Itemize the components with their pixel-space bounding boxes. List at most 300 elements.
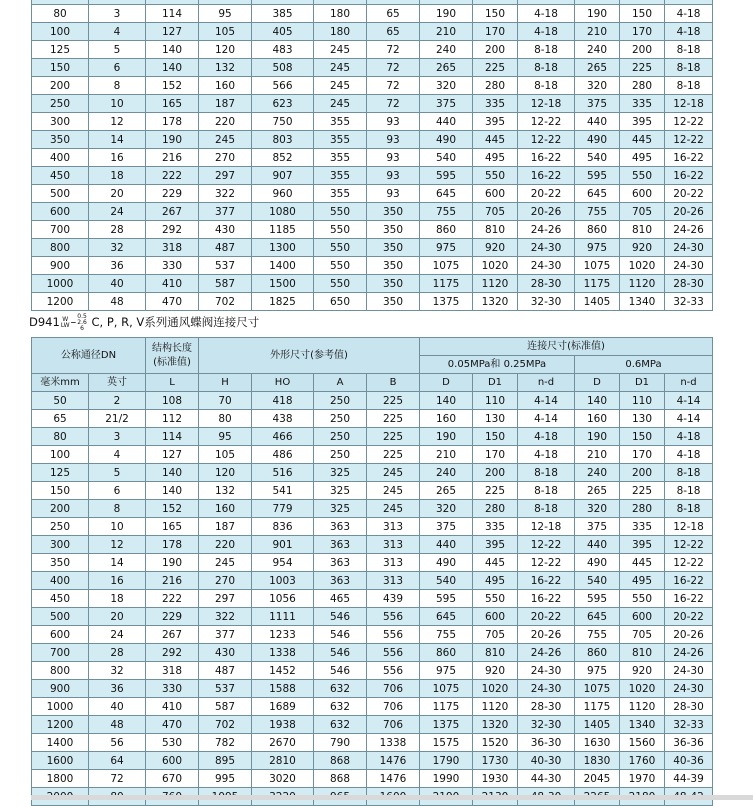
table-cell: 705 <box>620 203 665 221</box>
table-cell: 1020 <box>473 680 518 698</box>
table-cell: 1056 <box>252 590 314 608</box>
table-cell: 3 <box>89 5 146 23</box>
table-cell: 2810 <box>252 752 314 770</box>
table-cell: 530 <box>146 734 199 752</box>
table-cell: 1500 <box>252 275 314 293</box>
table-cell: 36 <box>89 257 146 275</box>
table-cell: 4-14 <box>518 410 575 428</box>
table-cell: 16-22 <box>665 572 713 590</box>
table-cell: 240 <box>420 464 473 482</box>
table-cell: 4-14 <box>665 392 713 410</box>
table-cell: 2670 <box>252 734 314 752</box>
table-cell: 355 <box>314 131 367 149</box>
table-cell: 483 <box>252 41 314 59</box>
table-cell: 10 <box>89 518 146 536</box>
table-cell: 900 <box>32 257 89 275</box>
table-cell: 210 <box>420 23 473 41</box>
table-cell: 20-26 <box>665 626 713 644</box>
table-cell: 24-26 <box>665 644 713 662</box>
table-cell: 40-30 <box>518 752 575 770</box>
table-cell: 280 <box>473 77 518 95</box>
table-cell: 1075 <box>420 257 473 275</box>
table-row <box>32 113 713 131</box>
bottom-scroll-strip <box>31 795 753 800</box>
table-cell: 250 <box>32 95 89 113</box>
table-cell: 5 <box>89 464 146 482</box>
table-cell: 40 <box>89 275 146 293</box>
table-cell: 8-18 <box>518 59 575 77</box>
table-cell: 187 <box>199 518 252 536</box>
table-cell: 12-22 <box>518 113 575 131</box>
table-cell: 93 <box>367 167 420 185</box>
table-cell: 595 <box>575 167 620 185</box>
table-row <box>32 149 713 167</box>
table-cell: 12-22 <box>665 536 713 554</box>
table-cell: 900 <box>32 680 89 698</box>
table-cell: 465 <box>314 590 367 608</box>
table-cell: 490 <box>420 131 473 149</box>
table-cell: 1340 <box>620 293 665 311</box>
table-cell: 632 <box>314 716 367 734</box>
table-cell: 330 <box>146 257 199 275</box>
table-row <box>32 590 713 608</box>
table-cell: 320 <box>420 77 473 95</box>
table-cell: 220 <box>199 536 252 554</box>
table-cell: 300 <box>32 113 89 131</box>
table-cell: 267 <box>146 626 199 644</box>
table-cell: 800 <box>32 662 89 680</box>
table-cell: 800 <box>32 239 89 257</box>
table-cell: 210 <box>575 446 620 464</box>
table-cell: 587 <box>199 698 252 716</box>
table-cell: 1320 <box>473 293 518 311</box>
table-cell: 16-22 <box>518 590 575 608</box>
table-cell: 975 <box>575 239 620 257</box>
table-cell: 706 <box>367 680 420 698</box>
table-cell: 8 <box>89 77 146 95</box>
table-cell: 1452 <box>252 662 314 680</box>
table-cell: 1405 <box>575 293 620 311</box>
table-cell: 28-30 <box>665 275 713 293</box>
table-cell: 127 <box>146 23 199 41</box>
table-cell: 556 <box>367 608 420 626</box>
table-cell: 265 <box>575 482 620 500</box>
table-cell: 140 <box>146 482 199 500</box>
header-structure-length: 结构长度 (标准值) <box>146 338 199 374</box>
table-cell: 125 <box>32 464 89 482</box>
table-cell: 318 <box>146 239 199 257</box>
table-cell: 20-22 <box>518 608 575 626</box>
table-cell: 782 <box>199 734 252 752</box>
table-cell: 24-30 <box>518 662 575 680</box>
table-cell: 490 <box>575 131 620 149</box>
table-cell: 705 <box>473 626 518 644</box>
table-cell: 240 <box>575 464 620 482</box>
table-cell: 70 <box>199 392 252 410</box>
column-header: B <box>367 374 420 392</box>
table-cell: 445 <box>620 554 665 572</box>
table-cell: 32-33 <box>665 293 713 311</box>
table-cell: 210 <box>420 446 473 464</box>
column-header: D <box>420 374 473 392</box>
table-cell: 355 <box>314 167 367 185</box>
table-row <box>32 41 713 59</box>
table-cell: 320 <box>420 500 473 518</box>
table-row <box>32 185 713 203</box>
column-header: H <box>199 374 252 392</box>
table-cell: 72 <box>367 59 420 77</box>
table-cell: 430 <box>199 221 252 239</box>
table-cell: 700 <box>32 644 89 662</box>
table-cell: 1730 <box>473 752 518 770</box>
table-cell: 200 <box>620 464 665 482</box>
table-cell: 36-30 <box>518 734 575 752</box>
table-cell: 600 <box>32 626 89 644</box>
table-cell: 895 <box>199 752 252 770</box>
table-cell: 375 <box>575 95 620 113</box>
table-row <box>32 608 713 626</box>
table-cell: 546 <box>314 626 367 644</box>
table-cell: 1233 <box>252 626 314 644</box>
table-cell: 24-30 <box>518 239 575 257</box>
table-cell: 466 <box>252 428 314 446</box>
caption-dash: – <box>70 315 77 329</box>
table-cell: 250 <box>314 392 367 410</box>
table-cell: 487 <box>199 662 252 680</box>
table-cell: 20-22 <box>518 185 575 203</box>
table-cell: 225 <box>473 59 518 77</box>
table-caption <box>29 313 259 331</box>
table-cell: 292 <box>146 644 199 662</box>
table-cell: 24-26 <box>518 221 575 239</box>
table-cell: 920 <box>473 239 518 257</box>
table-cell: 140 <box>575 392 620 410</box>
table-cell: 405 <box>252 23 314 41</box>
table-cell: 140 <box>420 392 473 410</box>
table-cell: 350 <box>367 275 420 293</box>
table-cell: 600 <box>620 185 665 203</box>
table-cell: 1825 <box>252 293 314 311</box>
table-cell: 178 <box>146 113 199 131</box>
table-row <box>32 680 713 698</box>
table-cell: 12 <box>89 536 146 554</box>
table-row <box>32 5 713 23</box>
table-cell: 12-22 <box>518 536 575 554</box>
table-cell: 410 <box>146 275 199 293</box>
table-cell: 540 <box>420 572 473 590</box>
table-cell: 265 <box>420 482 473 500</box>
table-cell: 100 <box>32 446 89 464</box>
table-cell: 600 <box>620 608 665 626</box>
table-cell: 180 <box>314 23 367 41</box>
table-cell: 72 <box>367 77 420 95</box>
table-cell: 24-30 <box>665 680 713 698</box>
table-cell: 960 <box>252 185 314 203</box>
column-header: n-d <box>665 374 713 392</box>
table-cell: 5 <box>89 41 146 59</box>
table-cell: 6 <box>89 482 146 500</box>
table-cell: 430 <box>199 644 252 662</box>
table-cell: 810 <box>620 644 665 662</box>
table-cell: 114 <box>146 5 199 23</box>
table-row <box>32 716 713 734</box>
table-cell: 12-22 <box>665 554 713 572</box>
table-cell: 320 <box>575 77 620 95</box>
table-cell: 110 <box>473 392 518 410</box>
table-cell: 152 <box>146 500 199 518</box>
table-cell: 280 <box>620 77 665 95</box>
table-cell: 995 <box>199 770 252 788</box>
table-cell: 350 <box>367 293 420 311</box>
table-cell: 93 <box>367 131 420 149</box>
table-cell: 335 <box>473 95 518 113</box>
table-cell: 297 <box>199 590 252 608</box>
table-cell: 550 <box>314 221 367 239</box>
table-cell: 245 <box>314 95 367 113</box>
table-cell: 165 <box>146 518 199 536</box>
table-cell: 225 <box>620 59 665 77</box>
table-cell: 550 <box>314 275 367 293</box>
table-row <box>32 167 713 185</box>
header-connection-size: 连接尺寸(标准值) <box>420 338 713 356</box>
table-row <box>32 752 713 770</box>
table-cell: 250 <box>32 518 89 536</box>
table-cell: 325 <box>314 500 367 518</box>
table-cell: 28-30 <box>518 698 575 716</box>
table-cell: 516 <box>252 464 314 482</box>
column-header: L <box>146 374 199 392</box>
table-cell: 500 <box>32 185 89 203</box>
table-cell: 190 <box>575 428 620 446</box>
table-cell: 20-26 <box>518 626 575 644</box>
table-cell: 240 <box>420 41 473 59</box>
table-cell: 245 <box>199 131 252 149</box>
table-cell: 225 <box>367 446 420 464</box>
table-cell: 490 <box>575 554 620 572</box>
table-cell: 140 <box>146 59 199 77</box>
table-row <box>32 536 713 554</box>
table-cell: 14 <box>89 131 146 149</box>
table-cell: 706 <box>367 716 420 734</box>
table-cell: 836 <box>252 518 314 536</box>
table-cell: 28-30 <box>518 275 575 293</box>
table-cell: 28-30 <box>665 698 713 716</box>
table-cell: 93 <box>367 149 420 167</box>
table-cell: 267 <box>146 203 199 221</box>
table-cell: 8 <box>89 500 146 518</box>
table-cell: 632 <box>314 680 367 698</box>
table-cell: 95 <box>199 428 252 446</box>
table-cell: 440 <box>575 536 620 554</box>
table-cell: 595 <box>420 167 473 185</box>
table-cell: 1000 <box>32 698 89 716</box>
table-cell: 24-30 <box>518 680 575 698</box>
table-cell: 240 <box>575 41 620 59</box>
table-cell: 470 <box>146 716 199 734</box>
table-cell: 375 <box>575 518 620 536</box>
table-cell: 355 <box>314 185 367 203</box>
table-cell: 245 <box>314 41 367 59</box>
table-cell: 4-18 <box>518 446 575 464</box>
table-cell: 1990 <box>420 770 473 788</box>
table-cell: 322 <box>199 608 252 626</box>
table-cell: 32-33 <box>665 716 713 734</box>
table-cell: 130 <box>473 410 518 428</box>
table-cell: 12-22 <box>665 131 713 149</box>
table-cell: 130 <box>620 410 665 428</box>
table-cell: 1588 <box>252 680 314 698</box>
column-header: D1 <box>620 374 665 392</box>
table-cell: 385 <box>252 5 314 23</box>
table-row <box>32 275 713 293</box>
table-cell: 350 <box>367 239 420 257</box>
table-cell: 225 <box>473 482 518 500</box>
table-cell: 705 <box>620 626 665 644</box>
table-cell: 556 <box>367 662 420 680</box>
table-cell: 377 <box>199 203 252 221</box>
table-cell: 150 <box>32 482 89 500</box>
table-cell: 8-18 <box>518 500 575 518</box>
table-cell: 1560 <box>620 734 665 752</box>
table-cell: 852 <box>252 149 314 167</box>
table-cell: 322 <box>199 185 252 203</box>
table-cell: 114 <box>146 428 199 446</box>
table-cell: 318 <box>146 662 199 680</box>
column-header: D1 <box>473 374 518 392</box>
table-cell: 1630 <box>575 734 620 752</box>
table-cell: 4-18 <box>665 446 713 464</box>
table-cell: 495 <box>620 572 665 590</box>
table-cell: 170 <box>473 23 518 41</box>
table-cell: 500 <box>32 608 89 626</box>
header-pressure-high: 0.6MPa <box>575 356 713 374</box>
table-cell: 1938 <box>252 716 314 734</box>
table-cell: 250 <box>314 446 367 464</box>
table-cell: 297 <box>199 167 252 185</box>
table-cell: 8-18 <box>665 500 713 518</box>
table-cell: 363 <box>314 572 367 590</box>
table-cell: 16-22 <box>665 149 713 167</box>
column-header: D <box>575 374 620 392</box>
table-cell: 400 <box>32 572 89 590</box>
table-cell: 1375 <box>420 293 473 311</box>
table-cell: 1760 <box>620 752 665 770</box>
table-cell: 920 <box>620 239 665 257</box>
table-cell: 400 <box>32 149 89 167</box>
table-cell: 8-18 <box>518 77 575 95</box>
table-cell: 160 <box>199 500 252 518</box>
table-cell: 1020 <box>620 257 665 275</box>
table-cell: 190 <box>146 554 199 572</box>
table-cell: 200 <box>473 464 518 482</box>
table-cell: 18 <box>89 167 146 185</box>
table-cell: 1575 <box>420 734 473 752</box>
table-cell: 1340 <box>620 716 665 734</box>
caption-prefix: D941 <box>29 315 60 329</box>
table-cell: 300 <box>32 536 89 554</box>
table-row <box>32 59 713 77</box>
table-cell: 4-18 <box>665 428 713 446</box>
table-cell: 50 <box>32 392 89 410</box>
table-cell: 395 <box>620 113 665 131</box>
table-cell: 112 <box>146 410 199 428</box>
table-cell: 550 <box>314 239 367 257</box>
table-cell: 1476 <box>367 770 420 788</box>
table-cell: 755 <box>575 626 620 644</box>
table-cell: 222 <box>146 167 199 185</box>
table-cell: 125 <box>32 41 89 59</box>
table-cell: 36-36 <box>665 734 713 752</box>
table-cell: 470 <box>146 293 199 311</box>
table-cell: 907 <box>252 167 314 185</box>
table-cell: 65 <box>32 410 89 428</box>
table-cell: 132 <box>199 59 252 77</box>
table-cell: 546 <box>314 644 367 662</box>
table-cell: 350 <box>367 257 420 275</box>
table-cell: 335 <box>620 95 665 113</box>
table-cell: 1338 <box>367 734 420 752</box>
table-cell: 363 <box>314 554 367 572</box>
table-cell: 1080 <box>252 203 314 221</box>
table-cell: 595 <box>575 590 620 608</box>
table-cell: 16-22 <box>665 167 713 185</box>
table-cell: 363 <box>314 518 367 536</box>
table-cell: 140 <box>146 41 199 59</box>
table-cell: 12-22 <box>518 131 575 149</box>
table-cell: 1075 <box>575 257 620 275</box>
table-cell: 24 <box>89 203 146 221</box>
table-cell: 150 <box>620 5 665 23</box>
table-cell: 1120 <box>620 698 665 716</box>
table-row <box>32 131 713 149</box>
table-cell: 200 <box>620 41 665 59</box>
table-cell: 44-30 <box>518 770 575 788</box>
table-cell: 440 <box>420 536 473 554</box>
table-cell: 450 <box>32 167 89 185</box>
table-cell: 810 <box>473 644 518 662</box>
table-row <box>32 698 713 716</box>
table-cell: 755 <box>420 626 473 644</box>
table-row <box>32 239 713 257</box>
table-cell: 4-18 <box>665 5 713 23</box>
dimension-table-upper <box>31 0 713 311</box>
table-cell: 245 <box>314 77 367 95</box>
table-row <box>32 500 713 518</box>
table-cell: 187 <box>199 95 252 113</box>
table-row <box>32 662 713 680</box>
table-cell: 2045 <box>575 770 620 788</box>
table-row <box>32 77 713 95</box>
table-cell: 95 <box>199 5 252 23</box>
table-row <box>32 446 713 464</box>
table-cell: 270 <box>199 149 252 167</box>
table-cell: 12-18 <box>518 518 575 536</box>
table-cell: 56 <box>89 734 146 752</box>
table-cell: 600 <box>32 203 89 221</box>
table-cell: 190 <box>575 5 620 23</box>
table-row <box>32 410 713 428</box>
table-cell: 810 <box>620 221 665 239</box>
table-cell: 16-22 <box>665 590 713 608</box>
table-cell: 550 <box>314 257 367 275</box>
table-cell: 127 <box>146 446 199 464</box>
table-cell: 1200 <box>32 293 89 311</box>
table-cell: 1790 <box>420 752 473 770</box>
table-cell: 4-14 <box>518 392 575 410</box>
table-cell: 1800 <box>32 770 89 788</box>
table-cell: 975 <box>575 662 620 680</box>
table-cell: 1185 <box>252 221 314 239</box>
